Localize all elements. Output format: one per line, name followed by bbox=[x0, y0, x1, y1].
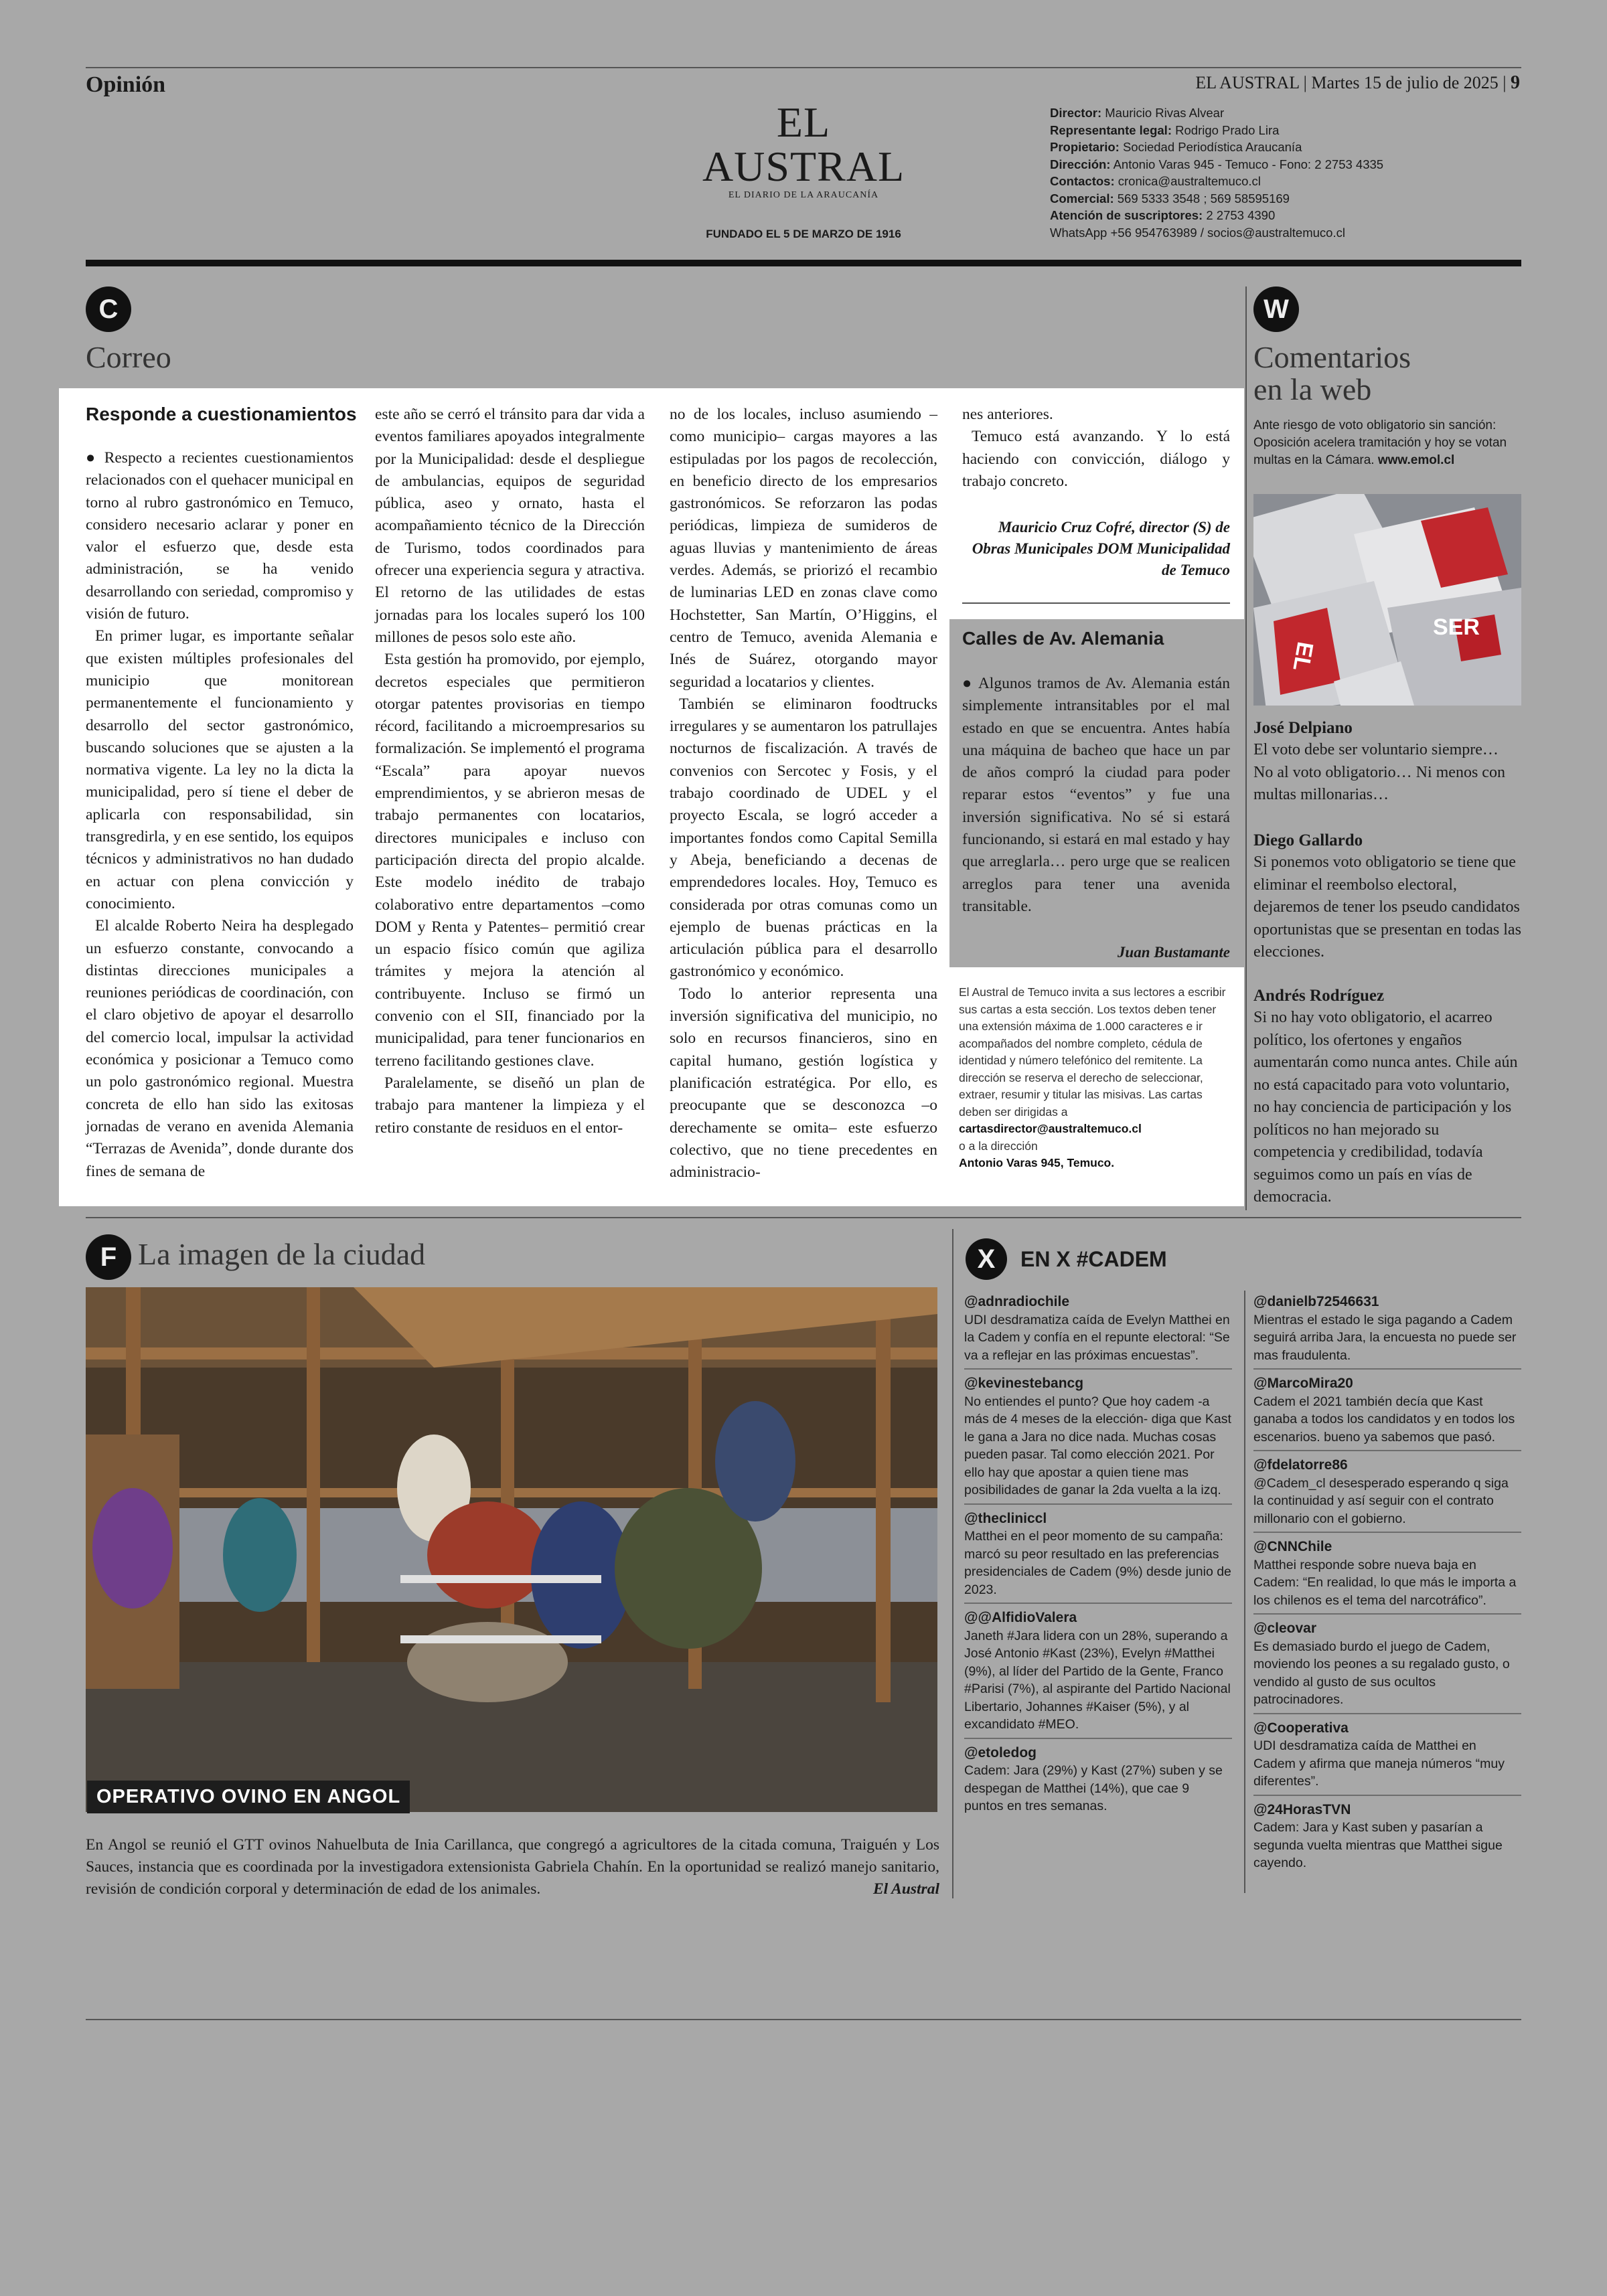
comment-2 bbox=[1253, 830, 1521, 964]
letter1-paragraph: Esta gestión ha promovido, por ejemplo, decretos especiales que permitieron otorgar patentes provisorias en tiempo récord, facilitando a microempresarios su formalización. Se implementó el programa “Escala” para apoyar nuevos emprendimientos, y se abrieron mesas de trabajo permanentes con locatarios, directores municipales e incluso con participación directa del propio alcalde. Este modelo inédito de trabajo colaborativo entre departamentos –como DOM y Renta y Patentes– permitió crear un espacio físico común que agiliza trámites y mejora la atención al contribuyente. Incluso se firmó un convenio con el SII, financiado por la municipalidad, para tener funcionarios en terreno facilitando gestiones clave. bbox=[375, 651, 645, 1070]
staff-row: Atención de suscriptores: 2 2753 4390 bbox=[1050, 208, 1276, 222]
comment-author: José Delpiano bbox=[1253, 719, 1353, 737]
tweets-right-column bbox=[1253, 1292, 1521, 1880]
staff-row: Contactos: cronica@australtemuco.cl bbox=[1050, 174, 1261, 188]
letter1-paragraph: este año se cerró el tránsito para dar vida a eventos familiares apoyados integralmente por la Municipalidad: desde el despliegue de ambulancias, equipos de seguridad pública, aseo y ornato, hasta el acompañamiento técnico de la Dirección de Turismo, todos coordinados para ofrecer una experiencia segura y atractiva. El retorno de las utilidades de estas jornadas para los locales superó los 100 millones de pesos solo este año. bbox=[375, 406, 645, 646]
tweet bbox=[1253, 1800, 1521, 1876]
ballots-photo bbox=[1253, 494, 1521, 706]
letter2-body: ● Algunos tramos de Av. Alemania están simplemente intransitables por el mal estado en que se encuentra. Antes había una máquina de bacheo que hace un par de años compró la ciudad para poder reparar estos “eventos” y fue una inversión significativa. No sé si estará funcionando, si estará en mal estado y hay que arreglarla… pero urge que se realicen arreglos para tener una avenida transitable. bbox=[962, 675, 1230, 915]
column-rule bbox=[1245, 286, 1247, 1210]
comment-text: Si no hay voto obligatorio, el acarreo político, los ofertones y engaños aumentarán como nunca antes. Chile aún no está capacitado para voto voluntario, no hay conciencia de participación y los políticos no han mejorado su competencia y credibilidad, todavía seguimos como un país en vías de democracia. bbox=[1253, 1009, 1518, 1206]
staff-row: WhatsApp +56 954763989 / socios@australtemuco.cl bbox=[1050, 225, 1345, 240]
tweet-handle[interactable]: @kevinestebancg bbox=[964, 1376, 1084, 1391]
letters-email[interactable]: cartasdirector@australtemuco.cl bbox=[959, 1122, 1142, 1135]
letter2-signature: Juan Bustamante bbox=[1117, 944, 1230, 961]
folio-page: 9 bbox=[1511, 72, 1520, 93]
header-thick-rule bbox=[86, 260, 1521, 266]
staff-row: Director: Mauricio Rivas Alvear bbox=[1050, 106, 1225, 120]
comment-text: Si ponemos voto obligatorio se tiene que eliminar el reembolso electoral, dejaremos de tener los pseudo candidatos oportunistas que se presentan en todas las elecciones. bbox=[1253, 853, 1521, 961]
x-badge: X bbox=[966, 1238, 1007, 1280]
letter1-column-3 bbox=[670, 404, 937, 1183]
letter2-title: Calles de Av. Alemania bbox=[962, 628, 1164, 649]
masthead-founded: FUNDADO EL 5 DE MARZO DE 1916 bbox=[706, 228, 901, 240]
staff-box bbox=[1050, 104, 1452, 241]
letter1-column-2 bbox=[375, 404, 645, 1139]
comment-3 bbox=[1253, 985, 1521, 1209]
folio-paper: EL AUSTRAL bbox=[1195, 73, 1300, 92]
tweet-handle[interactable]: @cleovar bbox=[1253, 1621, 1317, 1636]
x-title: EN X #CADEM bbox=[1020, 1247, 1167, 1271]
letter1-paragraph: También se eliminaron foodtrucks irregulares y se aumentaron los patrullajes nocturnos de fiscalización. A través de convenios con Sercotec y Fosis, y el trabajo coordinado de UDEL y el proyecto Escala, se logró acceder a importantes fondos como Capital Semilla y Abeja, beneficiando a decenas de emprendedores locales. Hoy, Temuco es considerada por otras comunas como un ejemplo de buenas prácticas en la articulación pública para el desarrollo gastronómico y económico. bbox=[670, 695, 937, 981]
tweet bbox=[964, 1608, 1232, 1739]
column-rule bbox=[1244, 1291, 1245, 1893]
source-link[interactable]: www.emol.cl bbox=[1377, 453, 1455, 467]
tweet bbox=[1253, 1619, 1521, 1714]
tweet-handle[interactable]: @thecliniccl bbox=[964, 1510, 1047, 1526]
tweet bbox=[964, 1743, 1232, 1819]
letter1-title: Responde a cuestionamientos bbox=[86, 404, 357, 424]
staff-row: Representante legal: Rodrigo Prado Lira bbox=[1050, 122, 1280, 137]
tweet-text: Cadem: Jara (29%) y Kast (27%) suben y se despegan de Matthei (14%), que cae 9 puntos en tres semanas. bbox=[964, 1763, 1223, 1813]
tweet-text: Cadem el 2021 también decía que Kast ganaba a todos los candidatos y en todos los escenarios. bueno ya sabemos que pasó. bbox=[1253, 1394, 1515, 1445]
tweet bbox=[964, 1509, 1232, 1605]
masthead-tagline: EL DIARIO DE LA ARAUCANÍA bbox=[728, 190, 879, 200]
letter1-paragraph: no de los locales, incluso asumiendo –como municipio– cargas mayores a las estipuladas por los pagos de recolección, en beneficio directo de los empresarios gastronómicos. Se reforzaron las podas periódicas, limpieza de sumideros de aguas lluvias y mantenimiento de áreas verdes. Además, se priorizó el recambio de luminarias LED en zonas clave como Hochstetter, San Martín, O’Higgins, el centro de Temuco, avenida Alemania e Inés de Suárez, otorgando mayor seguridad a locatarios y clientes. bbox=[670, 406, 937, 691]
sheep-photo bbox=[86, 1287, 937, 1812]
comment-author: Andrés Rodríguez bbox=[1253, 987, 1385, 1005]
correo-badge: C bbox=[86, 286, 131, 332]
tweet-handle[interactable]: @fdelatorre86 bbox=[1253, 1457, 1348, 1473]
masthead bbox=[690, 100, 917, 241]
tweet bbox=[1253, 1718, 1521, 1796]
photo-label: OPERATIVO OVINO EN ANGOL bbox=[87, 1781, 410, 1813]
staff-row: Dirección: Antonio Varas 945 - Temuco - Fono: 2 2753 4335 bbox=[1050, 157, 1384, 171]
column-rule bbox=[952, 1229, 953, 1898]
tweet-handle[interactable]: @MarcoMira20 bbox=[1253, 1376, 1353, 1391]
tweet-handle[interactable]: @danielb72546631 bbox=[1253, 1294, 1379, 1309]
letter1-column-4 bbox=[962, 404, 1230, 493]
bottom-rule bbox=[86, 2019, 1521, 2020]
letters-notice: El Austral de Temuco invita a sus lectores a escribir sus cartas a esta sección. Los textos deben tener una extensión máxima de 1.000 caracteres e ir acompañados del nombre completo, cédula de identidad y número telefónico del remitente. La dirección se reserva el derecho de seleccionar, extraer, resumir y titular las misivas. Las cartas deben ser dirigidas a cartasdirector@australtemuco.cl o a la dirección Antonio Varas 945, Temuco. bbox=[959, 985, 1226, 1169]
imagen-title: La imagen de la ciudad bbox=[138, 1237, 426, 1271]
tweet-text: Matthei responde sobre nueva baja en Cadem: “En realidad, lo que más le importa a los chilenos es el tema del narcotráfico”. bbox=[1253, 1557, 1517, 1608]
masthead-name: EL AUSTRAL bbox=[702, 98, 905, 190]
ballot-text: SER bbox=[1433, 614, 1480, 640]
comentarios-badge: W bbox=[1253, 286, 1299, 332]
photo-credit: El Austral bbox=[872, 1880, 939, 1898]
tweet-handle[interactable]: @@AlfidioValera bbox=[964, 1610, 1077, 1625]
comentarios-title: Comentarios en la web bbox=[1253, 340, 1411, 406]
comment-1 bbox=[1253, 718, 1521, 807]
folio: EL AUSTRAL | Martes 15 de julio de 2025 | 9 bbox=[1195, 72, 1520, 93]
section-rule bbox=[86, 1217, 1521, 1218]
tweet bbox=[1253, 1292, 1521, 1370]
letter1-paragraph: Paralelamente, se diseñó un plan de trabajo para mantener la limpieza y el retiro constante de residuos en el entor- bbox=[375, 1074, 645, 1137]
letter1-paragraph: El alcalde Roberto Neira ha desplegado un esfuerzo constante, convocando a distintas direcciones municipales a reuniones periódicas de coordinación, con el claro objetivo de apoyar el desarrollo del comercio local, impulsar la actividad económica y posicionar a Temuco como un polo gastronómico regional. Muestra concreta de ello han sido las exitosas jornadas de verano en avenida Alemania “Terrazas de Avenida”, donde durante dos fines de semana de bbox=[86, 917, 354, 1180]
letter1-signature: Mauricio Cruz Cofré, director (S) de Obras Municipales DOM Municipalidad de Temuco bbox=[972, 519, 1230, 578]
tweet bbox=[1253, 1455, 1521, 1533]
staff-row: Propietario: Sociedad Periodística Araucanía bbox=[1050, 140, 1302, 154]
letter1-paragraph: Todo lo anterior representa una inversión significativa del municipio, no solo en recursos financieros, sino en capital humano, gestión logística y planificación estratégica. Por ello, es preocupante que se desconozca –o derechamente se omita– este esfuerzo colectivo, que no tiene precedentes en administracio- bbox=[670, 985, 937, 1181]
comment-author: Diego Gallardo bbox=[1253, 831, 1363, 849]
staff-row: Comercial: 569 5333 3548 ; 569 58595169 bbox=[1050, 191, 1290, 206]
tweet-handle[interactable]: @CNNChile bbox=[1253, 1539, 1332, 1554]
section-label: Opinión bbox=[86, 72, 166, 97]
letter1-paragraph: nes anteriores. bbox=[962, 406, 1053, 423]
letter1-paragraph: ● Respecto a recientes cuestionamientos relacionados con el quehacer municipal en torno al rubro gastronómico en Temuco, considero necesario aclarar y poner en valor el esfuerzo que, desde esta administración, se ha venido desarrollando con seriedad, compromiso y visión de futuro. bbox=[86, 449, 354, 623]
imagen-badge: F bbox=[86, 1234, 131, 1280]
tweet-text: @Cadem_cl desesperado esperando q siga la continuidad y así seguir con el contrato millonario con el gobierno. bbox=[1253, 1475, 1509, 1526]
tweet-handle[interactable]: @etoledog bbox=[964, 1744, 1037, 1760]
correo-title: Correo bbox=[86, 340, 171, 374]
tweet-text: Janeth #Jara lidera con un 28%, superando a José Antonio #Kast (23%), Evelyn #Matthei (9%), al líder del Partido de la Gente, Franco #Parisi (7%), al aspirante del Partido Nacional Libertario, Johannes #Kaiser (5%), y al excandidato #MEO. bbox=[964, 1628, 1231, 1732]
tweets-left-column bbox=[964, 1292, 1232, 1823]
tweet-text: No entiendes el punto? Que hoy cadem -a más de 4 meses de la elección- diga que Kast le gana a Jara no dice nada. Muchas cosas pueden pasar. Tal como elección 2021. Por ello hay que apostar a quien tiene mas posibilidades de ganar la 2da vuelta a la izq. bbox=[964, 1394, 1231, 1497]
tweet-handle[interactable]: @adnradiochile bbox=[964, 1294, 1070, 1309]
comment-text: El voto debe ser voluntario siempre… No al voto obligatorio… Ni menos con multas millonarias… bbox=[1253, 741, 1505, 803]
folio-date: Martes 15 de julio de 2025 bbox=[1311, 73, 1499, 92]
photo-caption: En Angol se reunió el GTT ovinos Nahuelbuta de Inia Carillanca, que congregó a agricultores de la citada comuna, Traiguén y Los Sauces, instancia que es coordinada por la investigadora extensionista Gabriela Chahín. En la oportunidad se realizó manejo sanitario, revisión de condición corporal y determinación de edad de los animales. El Austral bbox=[86, 1834, 939, 1900]
tweet bbox=[964, 1374, 1232, 1505]
tweet bbox=[964, 1292, 1232, 1370]
tweet bbox=[1253, 1374, 1521, 1451]
ballot-text: EL bbox=[1288, 639, 1318, 673]
letter1-column-1 bbox=[86, 447, 354, 1183]
tweet-text: Mientras el estado le siga pagando a Cadem seguirá arriba Jara, la encuesta no puede ser mas fraudulenta. bbox=[1253, 1312, 1517, 1363]
tweet-text: Es demasiado burdo el juego de Cadem, moviendo los peones a su regalado gusto, o vendido al gusto de sus ocultos patrocinadores. bbox=[1253, 1639, 1510, 1707]
tweet-text: UDI desdramatiza caída de Matthei en Cadem y afirma que maneja números “muy diferentes”. bbox=[1253, 1738, 1505, 1789]
comentarios-intro: Ante riesgo de voto obligatorio sin sanción: Oposición acelera tramitación y hoy se votan multas en la Cámara. www.emol.cl bbox=[1253, 418, 1507, 467]
letter1-paragraph: Temuco está avanzando. Y lo está haciendo con convicción, diálogo y trabajo concreto. bbox=[962, 428, 1230, 490]
top-rule bbox=[86, 67, 1521, 68]
tweet-text: Matthei en el peor momento de su campaña: marcó su peor resultado en las preferencias presidenciales de Cadem (9%) desde junio de 2023. bbox=[964, 1529, 1231, 1597]
tweet bbox=[1253, 1537, 1521, 1615]
letter1-paragraph: En primer lugar, es importante señalar que existen múltiples profesionales del municipio que monitorean permanentemente el funcionamiento y desarrollo del sector gastronómico, buscando soluciones que se ajusten a la normativa vigente. La ley no la dicta la municipalidad, pero sí tiene el deber de aplicarla con responsabilidad, sin transgredirla, y en ese sentido, los equipos técnicos y administrativos no han dudado en actuar con plena convicción y conocimiento. bbox=[86, 627, 354, 912]
tweet-handle[interactable]: @24HorasTVN bbox=[1253, 1801, 1351, 1817]
tweet-text: UDI desdramatiza caída de Evelyn Matthei en la Cadem y confía en el repunte electoral: “Se va a reflejar en las próximas encuestas”. bbox=[964, 1312, 1230, 1363]
tweet-text: Cadem: Jara y Kast suben y pasarían a segunda vuelta mientras que Matthei sigue cayendo. bbox=[1253, 1820, 1503, 1870]
tweet-handle[interactable]: @Cooperativa bbox=[1253, 1720, 1349, 1736]
divider bbox=[962, 602, 1230, 604]
